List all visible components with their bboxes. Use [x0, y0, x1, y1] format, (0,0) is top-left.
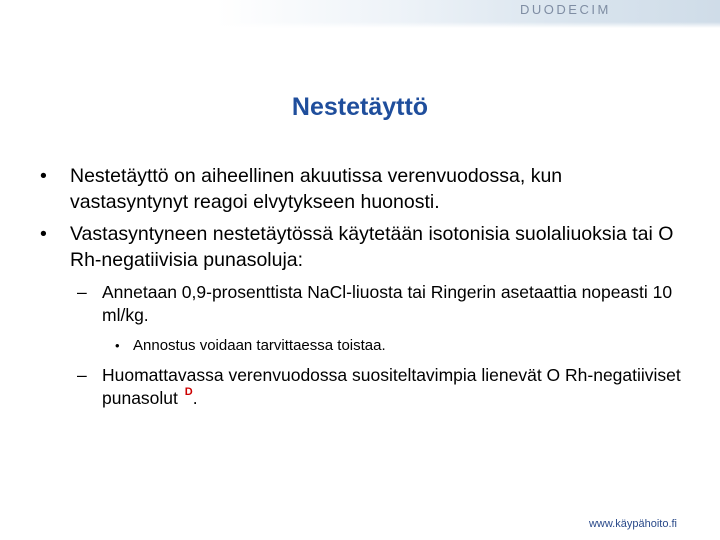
slide-title: Nestetäyttö	[291, 93, 429, 121]
duodecim-logo: DUODECIM	[520, 2, 611, 17]
sub-sub-bullet-text: Annostus voidaan tarvittaessa toistaa.	[133, 337, 386, 354]
bullet-list	[0, 163, 720, 413]
header-band	[0, 0, 720, 28]
dash-marker: –	[77, 282, 87, 302]
sub-bullet-text: Huomattavassa verenvuodossa suositeltavimpia lienevät O Rh-negatiiviset punasolut	[102, 365, 681, 408]
bullet-dot-icon: •	[40, 223, 47, 245]
bullet-item	[0, 163, 685, 215]
footer-url-link[interactable]: www.käypähoito.fi	[588, 518, 677, 530]
bullet-dot-icon: •	[115, 338, 120, 353]
sub-bullet-item	[0, 364, 684, 413]
sub-bullet-item	[0, 281, 684, 327]
evidence-level-badge: D	[184, 386, 193, 398]
sub-sub-bullet-item	[0, 336, 693, 356]
dash-marker: –	[77, 365, 87, 385]
sub-bullet-text: Annetaan 0,9-prosenttista NaCl-liuosta tai Ringerin asetaattia nopeasti 10 ml/kg.	[102, 282, 673, 325]
bullet-dot-icon: •	[40, 165, 47, 187]
bullet-text: Vastasyntyneen nestetäytössä käytetään isotonisia suolaliuoksia tai O Rh-negatiivisia punasoluja:	[70, 223, 674, 271]
bullet-item	[0, 221, 685, 273]
sentence-end: .	[192, 388, 198, 408]
bullet-text: Nestetäyttö on aiheellinen akuutissa verenvuodossa, kun vastasyntynyt reagoi elvytykseen huonosti.	[70, 165, 563, 213]
